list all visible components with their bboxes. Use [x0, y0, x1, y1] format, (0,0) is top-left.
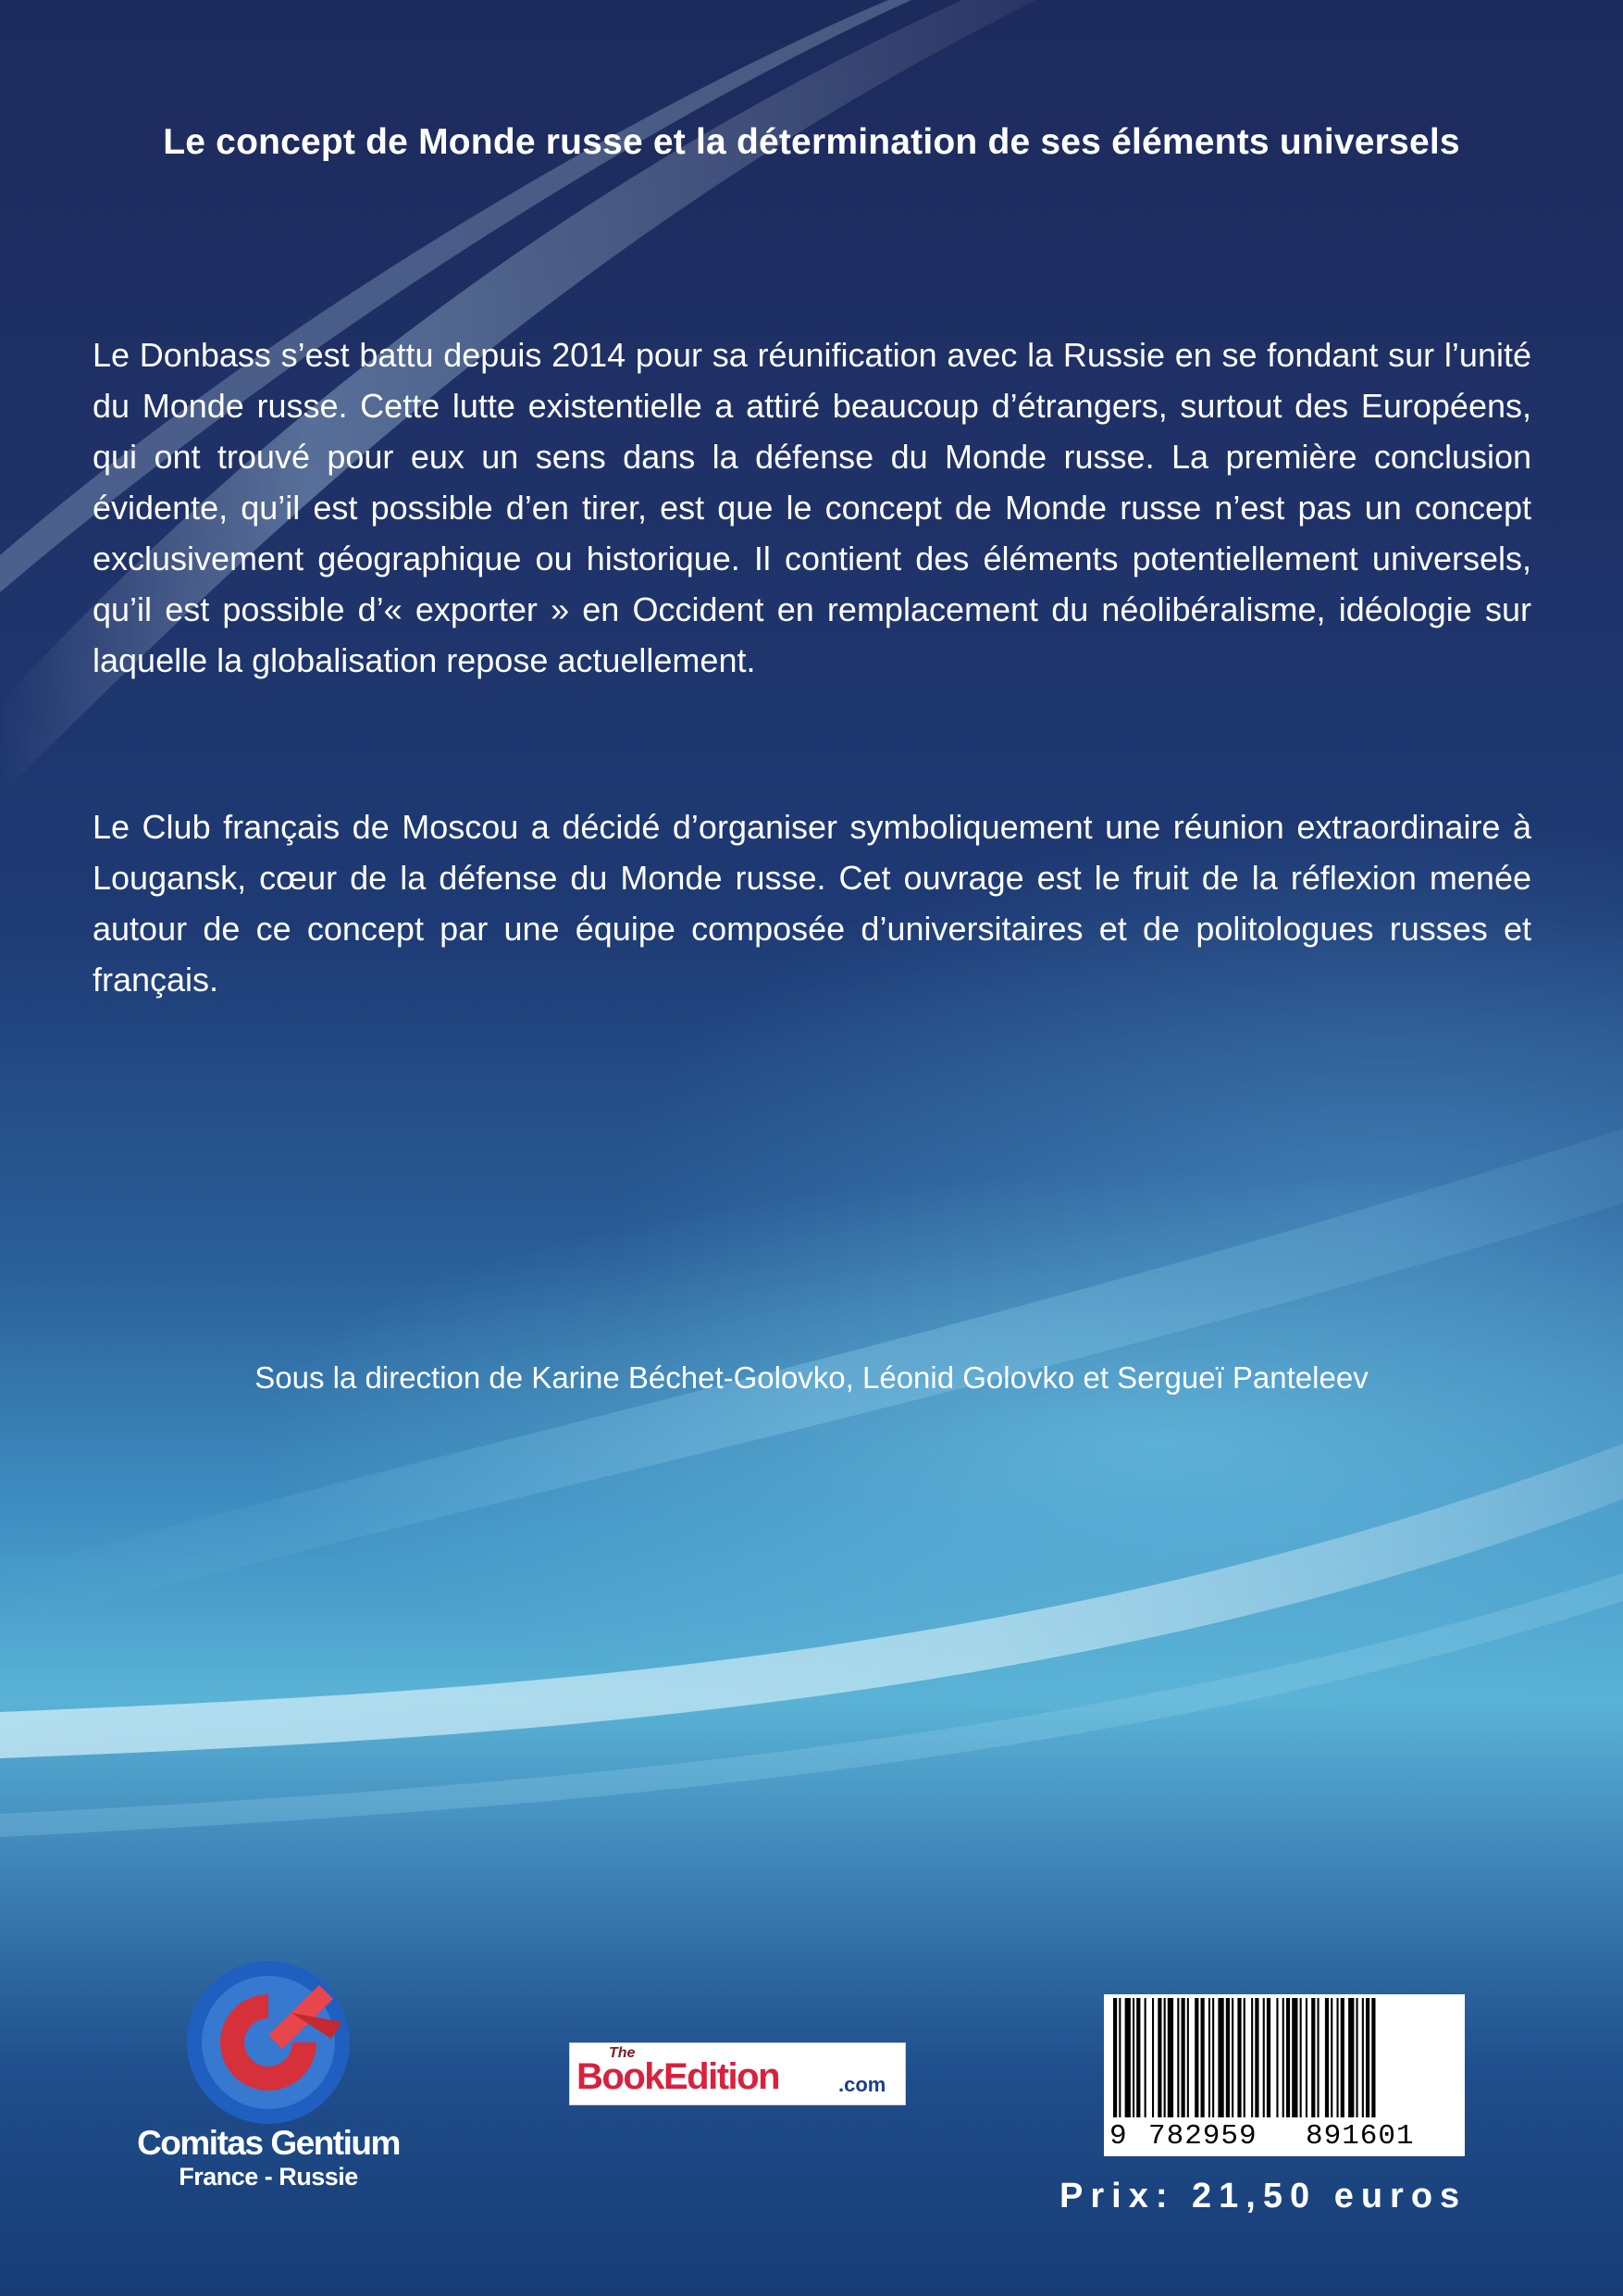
- barcode-bar: [1168, 1998, 1173, 2120]
- barcode-bar: [1152, 1998, 1154, 2120]
- barcode-bar: [1201, 1998, 1205, 2120]
- bookedition-logo: [569, 2042, 906, 2105]
- barcode-bar: [1212, 1998, 1214, 2120]
- barcode-bars-icon: [1104, 1994, 1465, 2124]
- barcode-first-digit: 9: [1109, 2120, 1127, 2153]
- barcode-bar: [1263, 1998, 1265, 2120]
- barcode-bar: [1125, 1998, 1131, 2120]
- price-label: Prix: 21,50 euros: [1059, 2177, 1468, 2215]
- barcode-right-group: 891601: [1306, 2120, 1415, 2153]
- barcode-bar: [1158, 1998, 1161, 2120]
- barcode-bar: [1255, 1998, 1258, 2120]
- barcode-bar: [1276, 1998, 1278, 2120]
- barcode-bar: [1286, 1998, 1290, 2120]
- barcode-bar: [1337, 1998, 1339, 2120]
- barcode-bar: [1300, 1998, 1302, 2120]
- barcode-bar: [1311, 1998, 1315, 2120]
- barcode-bar: [1318, 1998, 1319, 2120]
- barcode-bar: [1251, 1998, 1253, 2120]
- barcode-bar: [1226, 1998, 1230, 2120]
- barcode-bar: [1357, 1998, 1358, 2120]
- barcode-bar: [1164, 1998, 1166, 2120]
- barcode-bar: [1136, 1998, 1140, 2120]
- barcode-bar: [1371, 1998, 1375, 2120]
- barcode-bar: [1182, 1998, 1185, 2120]
- isbn-barcode: [1104, 1994, 1465, 2156]
- barcode-bar: [1292, 1998, 1297, 2120]
- barcode-bar: [1331, 1998, 1332, 2120]
- cover-title: Le concept de Monde russe et la détermination de ses éléments universels: [163, 122, 1460, 162]
- barcode-bar: [1282, 1998, 1284, 2120]
- barcode-left-group: 782959: [1148, 2120, 1258, 2153]
- bookedition-the: The: [609, 2045, 636, 2061]
- barcode-bar: [1195, 1998, 1198, 2120]
- barcode-bar: [1341, 1998, 1344, 2120]
- barcode-bar: [1208, 1998, 1210, 2120]
- comitas-line-1: Comitas Gentium: [137, 2124, 400, 2162]
- comitas-gentium-logo: [130, 1957, 407, 2189]
- summary-paragraph-1: Le Donbass s’est battu depuis 2014 pour sa réunification avec la Russie en se fondant sur l’unité du Monde russe. Cette lutte existentielle a attiré beaucoup d’étrangers, surtout des Européens, qui ont trouvé pour eux un sens dans la défense du Monde russe. La première conclusion évidente, qu’il est possible d’en tirer, est que le concept de Monde russe n’est pas un concept exclusivement géographique ou historique. Il contient des éléments potentiellement universels, qu’il est possible d’« exporter » en Occident en remplacement du néolibéralisme, idéologie sur laquelle la globalisation repose actuellement.: [93, 336, 1531, 679]
- comitas-emblem-icon: [130, 1957, 407, 2128]
- barcode-bar: [1232, 1998, 1233, 2120]
- barcode-bar: [1366, 1998, 1369, 2120]
- barcode-bar: [1218, 1998, 1223, 2120]
- editors-line: Sous la direction de Karine Béchet-Golovko, Léonid Golovko et Sergueï Panteleev: [254, 1360, 1369, 1395]
- barcode-bar: [1237, 1998, 1241, 2120]
- barcode-bar: [1145, 1998, 1146, 2120]
- barcode-bar: [1244, 1998, 1245, 2120]
- barcode-bar: [1267, 1998, 1270, 2120]
- barcode-bar: [1348, 1998, 1354, 2120]
- barcode-bar: [1177, 1998, 1179, 2120]
- barcode-digits: [1104, 2117, 1465, 2154]
- barcode-bar: [1133, 1998, 1134, 2120]
- barcode-bar: [1113, 1998, 1117, 2120]
- swoosh-bright: [0, 1444, 1623, 1758]
- barcode-bar: [1362, 1998, 1364, 2120]
- barcode-bar: [1187, 1998, 1189, 2120]
- bookedition-suffix: .com: [838, 2073, 886, 2096]
- comitas-line-2: France - Russie: [179, 2163, 358, 2191]
- barcode-bar: [1325, 1998, 1329, 2120]
- summary-paragraph-2: Le Club français de Moscou a décidé d’organiser symboliquement une réunion extraordinaire à Lougansk, cœur de la défense du Monde russe. Cet ouvrage est le fruit de la réflexion menée autour de ce concept par une équipe composée d’universitaires et de politologues russes et français.: [93, 808, 1531, 999]
- barcode-bar: [1306, 1998, 1307, 2120]
- barcode-bar: [1119, 1998, 1121, 2120]
- bookedition-main: BookEdition: [576, 2056, 780, 2097]
